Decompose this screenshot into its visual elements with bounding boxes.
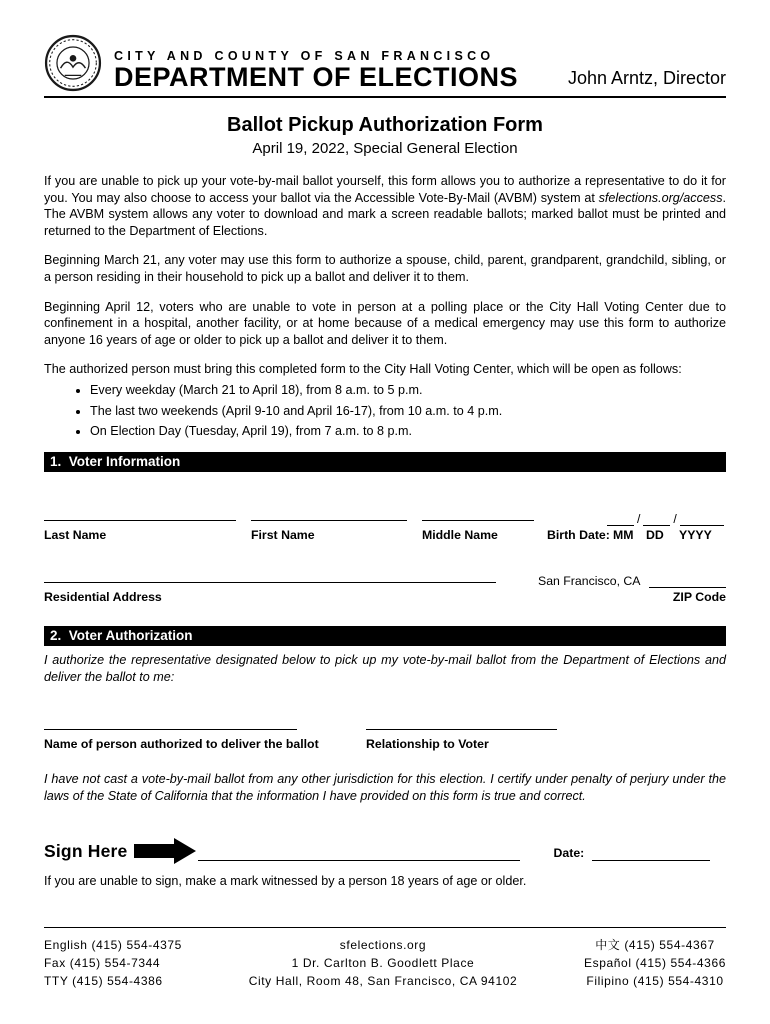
- middle-name-label: Middle Name: [422, 527, 498, 542]
- relationship-label: Relationship to Voter: [366, 737, 489, 752]
- birth-date-labels: [547, 528, 726, 542]
- intro-p1-text-a: If you are unable to pick up your vote-by-mail ballot yourself, this form allows you to authorize a representative to do it for you. You may also choose to access your ballot via the Accessible Vote-By-Mail (AVBM) system at: [44, 174, 726, 205]
- middle-name-field[interactable]: [422, 506, 534, 521]
- yyyy-label: YYYY: [679, 527, 712, 542]
- hours-item-weekdays: • Every weekday (March 21 to April 18), from 8 a.m. to 5 p.m.: [90, 382, 726, 399]
- relationship-field-group: [366, 715, 596, 751]
- intro-paragraph-1: [44, 173, 726, 239]
- zip-code-field[interactable]: [649, 573, 726, 588]
- header-divider: [44, 96, 726, 98]
- footer-city-address: City Hall, Room 48, San Francisco, CA 94102: [248, 974, 518, 988]
- authorized-person-field-group: [44, 715, 366, 751]
- birth-month-field[interactable]: [607, 511, 634, 526]
- middle-name-field-group: [422, 506, 534, 542]
- footer-columns: [44, 936, 726, 990]
- intro-section: [44, 173, 726, 440]
- dd-label: DD: [646, 527, 664, 542]
- relationship-field[interactable]: [366, 715, 557, 730]
- footer-street-address: 1 Dr. Carlton B. Goodlett Place: [291, 956, 475, 970]
- voting-center-hours-list: [90, 382, 726, 440]
- birth-date-label: Birth Date:: [547, 527, 610, 542]
- city-zip-group: [538, 573, 726, 604]
- footer-filipino-phone: Filipino (415) 554-4310: [586, 974, 724, 988]
- footer-chinese-phone: 中文 (415) 554-4367: [595, 938, 715, 952]
- footer-address-column: [249, 936, 518, 990]
- header: [44, 34, 726, 92]
- authorization-statement: I authorize the representative designated below to pick up my vote-by-mail ballot from the Department of Elections and deliver the ballot to me:: [44, 652, 726, 684]
- hours-item-weekends: • The last two weekends (April 9-10 and April 16-17), from 10 a.m. to 4 p.m.: [90, 403, 726, 420]
- perjury-statement: I have not cast a vote-by-mail ballot from any other jurisdiction for this election. I certify under penalty of perjury under the laws of the State of California that the information I have provided on this form is true and correct.: [44, 772, 726, 803]
- mm-label: MM: [613, 527, 634, 542]
- footer: [44, 927, 726, 990]
- date-separator: /: [637, 511, 641, 526]
- footer-language-column: [584, 936, 726, 990]
- department-name: DEPARTMENT OF ELECTIONS: [114, 61, 519, 92]
- city-zip-line: [538, 573, 726, 588]
- signature-row: [44, 838, 726, 864]
- signature-note: If you are unable to sign, make a mark witnessed by a person 18 years of age or older.: [44, 874, 527, 889]
- first-name-label: First Name: [251, 527, 315, 542]
- representative-fields-row: [44, 715, 726, 751]
- footer-website: sfelections.org: [339, 938, 427, 952]
- authorized-person-name-field[interactable]: [44, 715, 297, 730]
- voter-info-fields-row: [44, 506, 726, 542]
- intro-paragraph-4: The authorized person must bring this completed form to the City Hall Voting Center, which will be open as follows:: [44, 362, 682, 377]
- first-name-field-group: [251, 506, 407, 542]
- city-state-text: San Francisco, CA: [538, 573, 641, 588]
- election-subtitle: April 19, 2022, Special General Election: [252, 140, 518, 157]
- date-separator: /: [673, 511, 677, 526]
- footer-tty-phone: TTY (415) 554-4386: [44, 974, 163, 988]
- hours-item-election-day: • On Election Day (Tuesday, April 19), from 7 a.m. to 8 p.m.: [90, 423, 726, 440]
- sf-city-seal-icon: [44, 34, 102, 92]
- first-name-field[interactable]: [251, 506, 407, 521]
- footer-divider: [44, 927, 726, 928]
- intro-paragraph-3: Beginning April 12, voters who are unable to vote in person at a polling place or the City Hall Voting Center due to confinement in a hospital, another facility, or at home because of a medical emergency may use this form to authorize anyone 16 years of age or older to pick up a ballot and deliver it to them.: [44, 299, 726, 347]
- footer-spanish-phone: Español (415) 554-4366: [584, 956, 726, 970]
- footer-english-phone: English (415) 554-4375: [44, 938, 182, 952]
- section2-heading: 2. Voter Authorization: [44, 626, 726, 646]
- birth-year-field[interactable]: [680, 511, 724, 526]
- address-fields-row: [44, 568, 726, 604]
- last-name-field[interactable]: [44, 506, 236, 521]
- signature-field[interactable]: [198, 846, 520, 861]
- sign-here-label: Sign Here: [44, 840, 128, 861]
- form-title: Ballot Pickup Authorization Form: [227, 114, 543, 136]
- org-name-line: CITY AND COUNTY OF SAN FRANCISCO: [114, 48, 495, 63]
- org-name-block: [114, 49, 568, 92]
- date-field[interactable]: [592, 846, 710, 861]
- director-name: John Arntz, Director: [567, 68, 726, 88]
- birth-day-field[interactable]: [643, 511, 670, 526]
- right-arrow-icon: [134, 838, 196, 864]
- residential-address-field[interactable]: [44, 568, 496, 583]
- birth-date-lines: [547, 511, 726, 526]
- footer-phone-column: [44, 936, 182, 990]
- last-name-field-group: [44, 506, 236, 542]
- section1-heading: 1. Voter Information: [44, 452, 726, 472]
- birth-date-field-group: [547, 511, 726, 542]
- residential-address-label: Residential Address: [44, 589, 162, 604]
- authorized-person-name-label: Name of person authorized to deliver the ballot: [44, 737, 319, 752]
- intro-paragraph-2: Beginning March 21, any voter may use this form to authorize a spouse, child, parent, grandparent, grandchild, sibling, or a person residing in their household to pick up a ballot and deliver it to them.: [44, 253, 726, 285]
- date-label: Date:: [553, 846, 585, 861]
- intro-p1-text-b: . The AVBM system allows any voter to download and mark a screen readable ballots; marked ballot must be printed and returned to the Department of Elections.: [44, 190, 726, 238]
- last-name-label: Last Name: [44, 527, 107, 542]
- zip-code-label: ZIP Code: [672, 589, 726, 604]
- footer-fax-phone: Fax (415) 554-7344: [44, 956, 161, 970]
- avbm-url: sfelections.org/access: [598, 190, 723, 205]
- residential-address-field-group: [44, 568, 496, 604]
